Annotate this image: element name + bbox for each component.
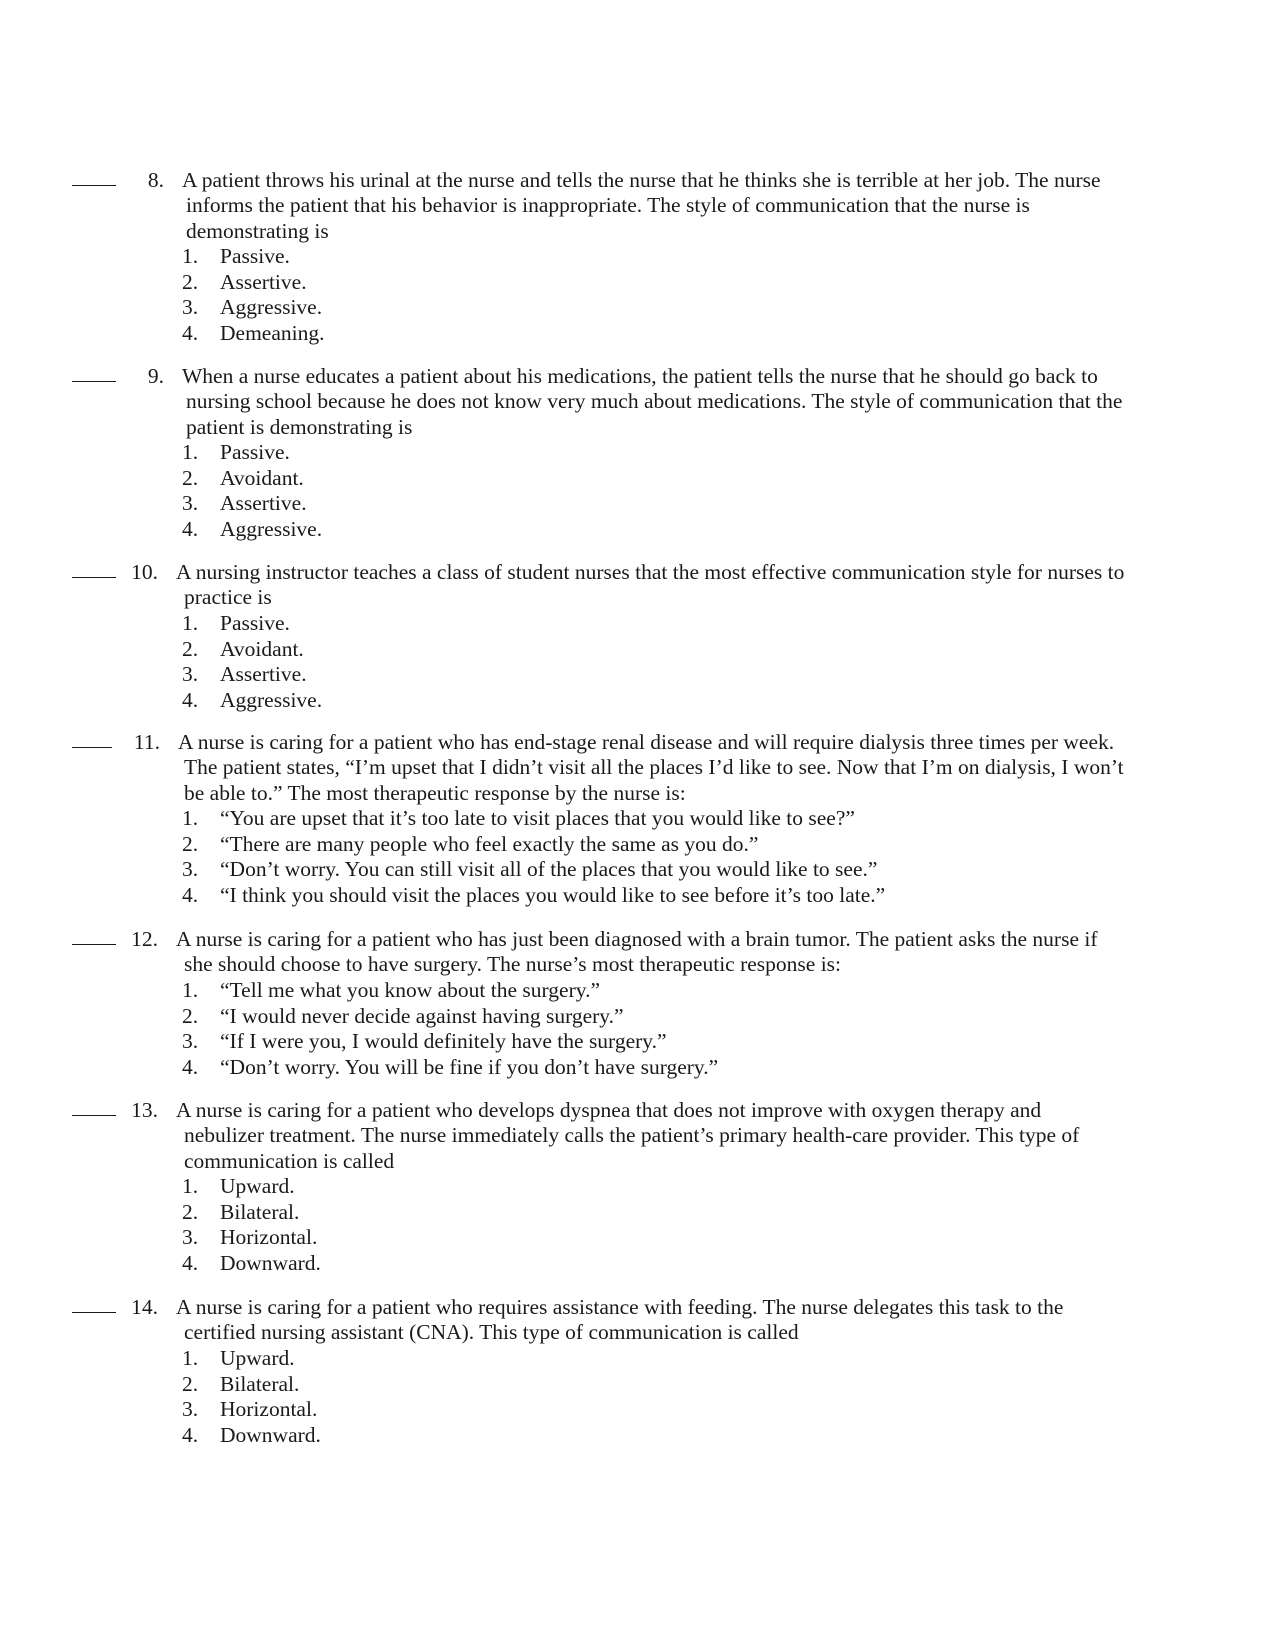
question-stem (182, 168, 1182, 244)
options-list (182, 440, 1182, 542)
option-number: 1. (182, 440, 199, 464)
option-text: Horizontal. (220, 1225, 318, 1249)
answer-blank[interactable] (72, 1115, 116, 1116)
option-4[interactable] (182, 688, 1182, 714)
option-text: Aggressive. (220, 295, 323, 319)
option-number: 1. (182, 806, 199, 830)
stem-line: she should choose to have surgery. The nurse’s most therapeutic response is: (184, 952, 842, 977)
question-stem (176, 560, 1176, 611)
option-number: 3. (182, 491, 199, 515)
option-number: 4. (182, 320, 199, 345)
option-text: Demeaning. (220, 320, 325, 345)
stem-line: A nurse is caring for a patient who develops dyspnea that does not improve with oxygen therapy and (176, 1098, 1042, 1122)
option-number: 3. (182, 295, 199, 319)
option-4[interactable] (182, 1423, 1182, 1449)
option-number: 3. (182, 1397, 199, 1421)
answer-blank[interactable] (72, 577, 116, 578)
option-4[interactable] (182, 1055, 1182, 1081)
option-number: 3. (182, 1029, 199, 1053)
option-1[interactable] (182, 806, 1182, 832)
option-number: 2. (182, 269, 199, 294)
option-text: Bilateral. (220, 1371, 300, 1396)
option-text: Bilateral. (220, 1199, 300, 1224)
option-text: “There are many people who feel exactly the same as you do.” (220, 831, 759, 856)
option-text: “Tell me what you know about the surgery.” (220, 978, 601, 1002)
question-stem (176, 1295, 1176, 1346)
option-3[interactable] (182, 1225, 1182, 1251)
option-text: Passive. (220, 244, 290, 268)
question-stem (176, 1098, 1176, 1174)
option-text: Downward. (220, 1422, 321, 1447)
option-4[interactable] (182, 517, 1182, 543)
option-3[interactable] (182, 295, 1182, 321)
option-number: 4. (182, 1250, 199, 1275)
option-number: 1. (182, 1346, 199, 1370)
option-text: Assertive. (220, 662, 307, 686)
options-list (182, 244, 1182, 346)
option-3[interactable] (182, 491, 1182, 517)
option-number: 2. (182, 1003, 199, 1028)
answer-blank[interactable] (72, 747, 112, 748)
option-3[interactable] (182, 857, 1182, 883)
option-2[interactable] (182, 1004, 1182, 1030)
option-text: “Don’t worry. You will be fine if you don’t have surgery.” (220, 1054, 719, 1079)
option-number: 4. (182, 1422, 199, 1447)
question-stem (178, 730, 1178, 806)
option-text: Aggressive. (220, 687, 323, 712)
stem-line: A nurse is caring for a patient who has just been diagnosed with a brain tumor. The patient asks the nurse if (176, 927, 1098, 951)
option-text: Aggressive. (220, 516, 323, 541)
option-number: 4. (182, 882, 199, 907)
question-number: 13. (131, 1098, 158, 1122)
option-4[interactable] (182, 883, 1182, 909)
stem-line: A patient throws his urinal at the nurse and tells the nurse that he thinks she is terrible at her job. The nurse (182, 168, 1101, 192)
stem-line: informs the patient that his behavior is inappropriate. The style of communication that the nurse is (186, 193, 1030, 218)
options-list (182, 806, 1182, 908)
answer-blank[interactable] (72, 185, 116, 186)
option-number: 2. (182, 465, 199, 490)
option-text: Passive. (220, 440, 290, 464)
option-text: Assertive. (220, 491, 307, 515)
option-text: Assertive. (220, 269, 307, 294)
option-2[interactable] (182, 466, 1182, 492)
question-number: 9. (147, 364, 164, 388)
question-number: 14. (131, 1295, 158, 1319)
option-text: “You are upset that it’s too late to visit places that you would like to see?” (220, 806, 855, 830)
option-number: 3. (182, 857, 199, 881)
option-2[interactable] (182, 1200, 1182, 1226)
stem-line: When a nurse educates a patient about his medications, the patient tells the nurse that he should go back to (182, 364, 1098, 388)
option-1[interactable] (182, 244, 1182, 270)
option-text: Avoidant. (220, 636, 304, 661)
question-number: 11. (133, 730, 160, 754)
stem-line: practice is (184, 585, 272, 610)
option-3[interactable] (182, 662, 1182, 688)
option-text: “Don’t worry. You can still visit all of the places that you would like to see.” (220, 857, 878, 881)
option-text: Downward. (220, 1250, 321, 1275)
stem-line: A nurse is caring for a patient who has end-stage renal disease and will require dialysis three times per week. (178, 730, 1115, 754)
stem-line: A nurse is caring for a patient who requires assistance with feeding. The nurse delegates this task to the (176, 1295, 1064, 1319)
option-4[interactable] (182, 321, 1182, 347)
option-1[interactable] (182, 1346, 1182, 1372)
option-1[interactable] (182, 611, 1182, 637)
question-stem (176, 927, 1176, 978)
option-text: Upward. (220, 1346, 295, 1370)
option-1[interactable] (182, 978, 1182, 1004)
option-text: Passive. (220, 611, 290, 635)
option-number: 4. (182, 1054, 199, 1079)
option-text: Avoidant. (220, 465, 304, 490)
option-3[interactable] (182, 1029, 1182, 1055)
option-2[interactable] (182, 832, 1182, 858)
answer-blank[interactable] (72, 381, 116, 382)
option-2[interactable] (182, 1372, 1182, 1398)
option-text: Upward. (220, 1174, 295, 1198)
options-list (182, 1174, 1182, 1276)
stem-line: A nursing instructor teaches a class of student nurses that the most effective communication style for nurses to (176, 560, 1125, 584)
options-list (182, 1346, 1182, 1448)
option-number: 1. (182, 244, 199, 268)
option-1[interactable] (182, 440, 1182, 466)
option-number: 2. (182, 1371, 199, 1396)
stem-line: demonstrating is (186, 218, 329, 243)
option-text: Horizontal. (220, 1397, 318, 1421)
stem-line: be able to.” The most therapeutic response by the nurse is: (184, 780, 686, 805)
option-4[interactable] (182, 1251, 1182, 1277)
option-number: 4. (182, 516, 199, 541)
option-number: 2. (182, 831, 199, 856)
stem-line: The patient states, “I’m upset that I didn’t visit all the places I’d like to see. Now that I’m on dialysis, I won’t (184, 755, 1124, 780)
option-number: 1. (182, 978, 199, 1002)
option-text: “I think you should visit the places you would like to see before it’s too late.” (220, 882, 886, 907)
answer-blank[interactable] (72, 944, 116, 945)
stem-line: nebulizer treatment. The nurse immediately calls the patient’s primary health-care provider. This type of (184, 1123, 1080, 1148)
option-text: “I would never decide against having surgery.” (220, 1003, 624, 1028)
options-list (182, 978, 1182, 1080)
option-number: 3. (182, 1225, 199, 1249)
option-2[interactable] (182, 637, 1182, 663)
option-text: “If I were you, I would definitely have the surgery.” (220, 1029, 667, 1053)
option-1[interactable] (182, 1174, 1182, 1200)
stem-line: nursing school because he does not know very much about medications. The style of communication that the (186, 389, 1123, 414)
question-number: 10. (131, 560, 158, 584)
question-stem (182, 364, 1182, 440)
option-number: 1. (182, 1174, 199, 1198)
option-number: 2. (182, 636, 199, 661)
question-number: 8. (147, 168, 164, 192)
option-2[interactable] (182, 270, 1182, 296)
option-3[interactable] (182, 1397, 1182, 1423)
stem-line: patient is demonstrating is (186, 414, 413, 439)
option-number: 2. (182, 1199, 199, 1224)
question-number: 12. (131, 927, 158, 951)
stem-line: certified nursing assistant (CNA). This type of communication is called (184, 1320, 799, 1345)
option-number: 1. (182, 611, 199, 635)
answer-blank[interactable] (72, 1312, 116, 1313)
stem-line: communication is called (184, 1148, 395, 1173)
options-list (182, 611, 1182, 713)
option-number: 3. (182, 662, 199, 686)
option-number: 4. (182, 687, 199, 712)
